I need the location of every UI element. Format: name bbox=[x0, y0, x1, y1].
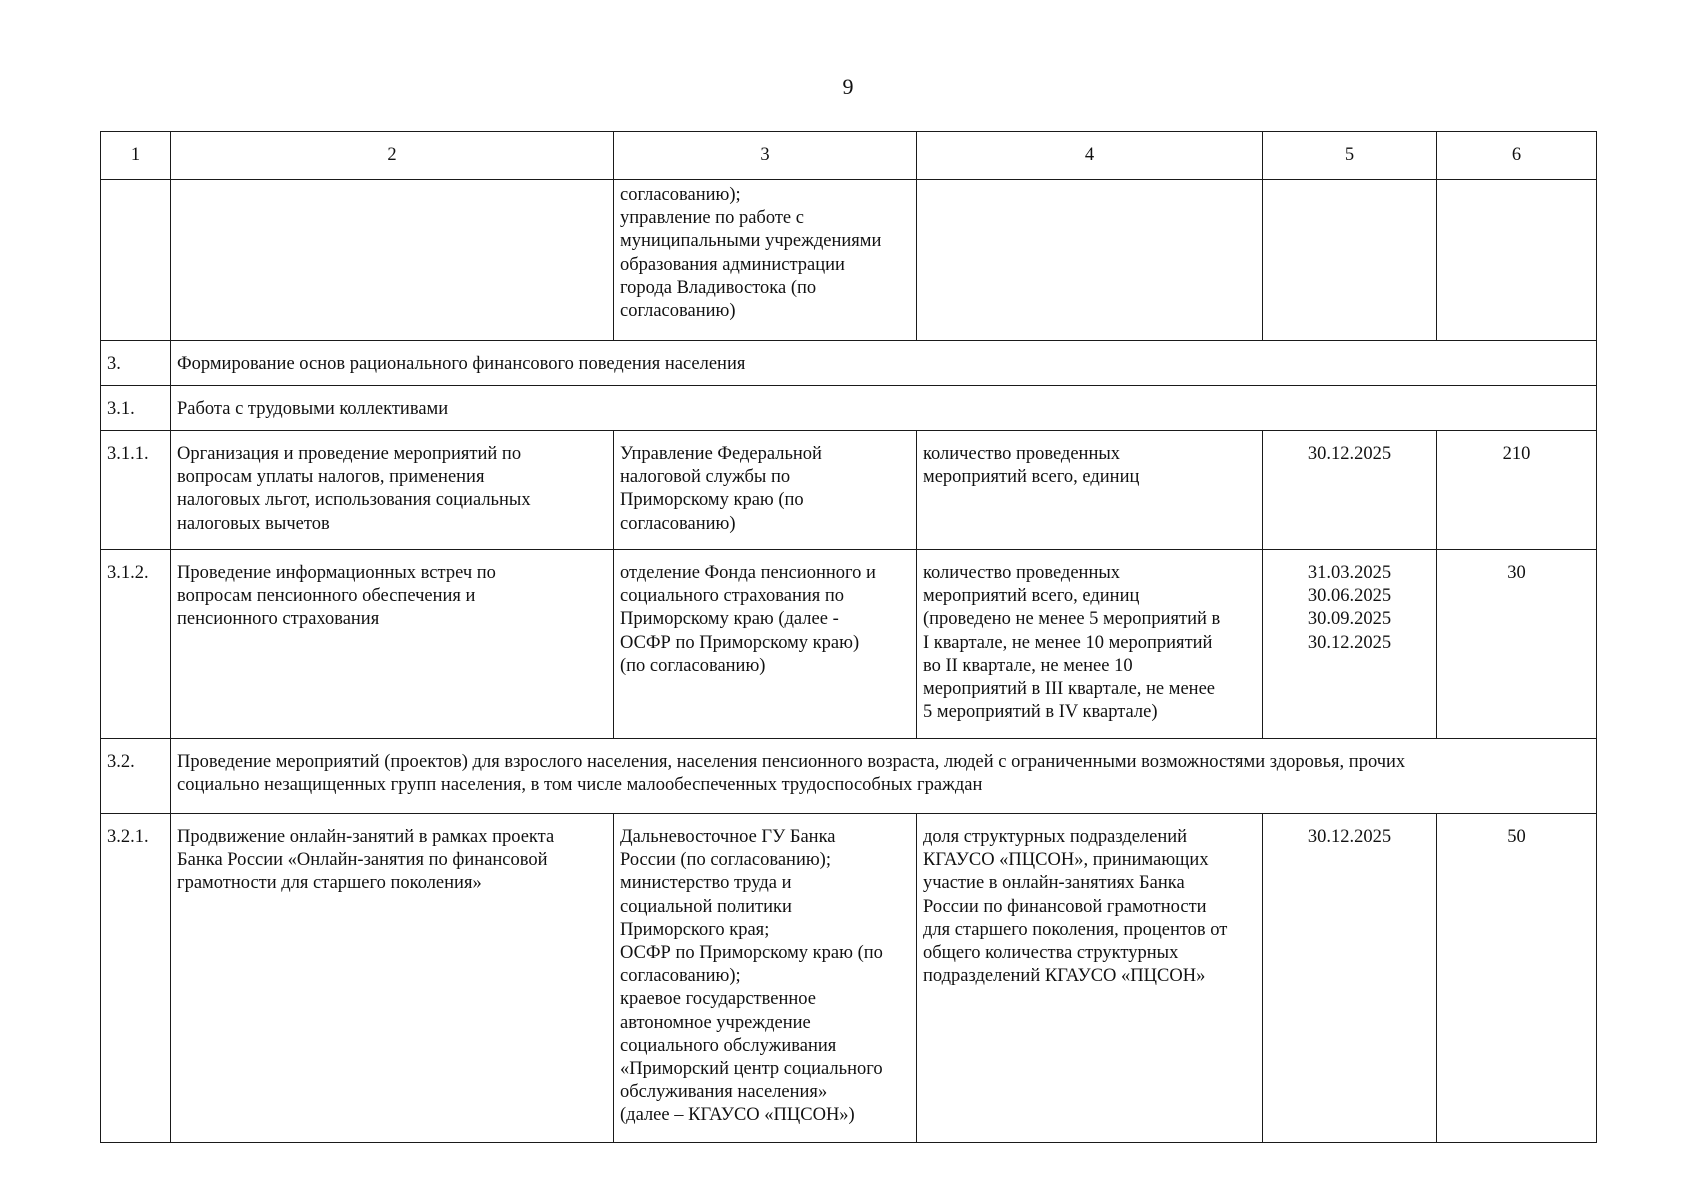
table-row-3-2-1 bbox=[101, 814, 1597, 1143]
column-header: 1 bbox=[101, 132, 171, 180]
date-value: 30.12.2025 bbox=[1307, 827, 1392, 847]
executor-cell bbox=[614, 431, 917, 550]
column-header: 3 bbox=[614, 132, 917, 180]
text-line: Организация и проведение мероприятий по bbox=[177, 444, 522, 464]
text-line: 5 мероприятий в IV квартале) bbox=[923, 702, 1158, 723]
date-value: 31.03.2025 bbox=[1307, 563, 1392, 583]
activity-cell bbox=[171, 180, 614, 341]
text-line: Приморского края; bbox=[620, 919, 770, 940]
text-line: налоговой службы по bbox=[620, 467, 791, 488]
text-line: Проведение информационных встреч по bbox=[177, 563, 496, 583]
text-line: социального обслуживания bbox=[620, 1035, 837, 1056]
text-line: управление по работе с bbox=[620, 208, 804, 229]
section-title: Формирование основ рационального финансового поведения населения bbox=[171, 341, 1597, 386]
table-header-row bbox=[101, 132, 1597, 180]
text-line: количество проведенных bbox=[923, 563, 1121, 583]
text-line: муниципальными учреждениями bbox=[620, 231, 882, 252]
column-header: 5 bbox=[1263, 132, 1437, 180]
executor-cell bbox=[614, 180, 917, 341]
text-line: Продвижение онлайн-занятий в рамках проекта bbox=[177, 827, 555, 847]
number-cell bbox=[101, 180, 171, 341]
text-line: общего количества структурных bbox=[923, 943, 1179, 964]
text-line: Банка России «Онлайн-занятия по финансовой bbox=[177, 850, 548, 871]
section-row-3-1 bbox=[101, 386, 1597, 431]
number-cell: 3.1.1. bbox=[101, 431, 171, 550]
date-value: 30.12.2025 bbox=[1307, 632, 1392, 653]
text-line: налоговых льгот, использования социальных bbox=[177, 490, 531, 511]
text-line: министерство труда и bbox=[620, 873, 792, 894]
value-cell bbox=[1437, 180, 1597, 341]
date-cell bbox=[1263, 180, 1437, 341]
text-line: Проведение мероприятий (проектов) для взрослого населения, населения пенсионного возраста, людей с ограниченными возможностями здоровья, прочих bbox=[177, 752, 1406, 772]
text-line: для старшего поколения, процентов от bbox=[923, 919, 1228, 940]
section-title: Работа с трудовыми коллективами bbox=[171, 386, 1597, 431]
text-line: автономное учреждение bbox=[620, 1012, 811, 1033]
column-header: 2 bbox=[171, 132, 614, 180]
text-line: доля структурных подразделений bbox=[923, 827, 1188, 847]
text-line: согласованию); bbox=[620, 185, 741, 205]
date-cell bbox=[1263, 550, 1437, 739]
text-line: I квартале, не менее 10 мероприятий bbox=[923, 632, 1213, 653]
text-line: согласованию) bbox=[620, 513, 736, 534]
text-line: мероприятий в III квартале, не менее bbox=[923, 679, 1216, 700]
section-title bbox=[171, 739, 1597, 814]
text-line: России (по согласованию); bbox=[620, 850, 831, 871]
text-line: Управление Федеральной bbox=[620, 444, 822, 464]
table-row-3-1-2 bbox=[101, 550, 1597, 739]
section-number: 3.2. bbox=[101, 739, 171, 814]
text-line: России по финансовой грамотности bbox=[923, 896, 1207, 917]
text-line: пенсионного страхования bbox=[177, 609, 380, 630]
text-line: (далее – КГАУСО «ПЦСОН») bbox=[620, 1105, 855, 1126]
page-number: 9 bbox=[842, 74, 854, 99]
indicator-cell bbox=[917, 550, 1263, 739]
date-cell bbox=[1263, 431, 1437, 550]
indicator-cell bbox=[917, 431, 1263, 550]
section-row-3-2 bbox=[101, 739, 1597, 814]
text-line: Дальневосточное ГУ Банка bbox=[620, 827, 836, 847]
text-line: города Владивостока (по bbox=[620, 277, 817, 298]
text-line: ОСФР по Приморскому краю (по bbox=[620, 943, 883, 964]
section-number: 3.1. bbox=[101, 386, 171, 431]
table-row-continuation bbox=[101, 180, 1597, 341]
text-line: Приморскому краю (по bbox=[620, 490, 804, 511]
number-cell: 3.1.2. bbox=[101, 550, 171, 739]
column-header: 6 bbox=[1437, 132, 1597, 180]
date-value: 30.09.2025 bbox=[1307, 609, 1392, 630]
activity-cell bbox=[171, 550, 614, 739]
text-line: отделение Фонда пенсионного и bbox=[620, 563, 876, 583]
activity-cell bbox=[171, 431, 614, 550]
activity-cell bbox=[171, 814, 614, 1143]
date-cell bbox=[1263, 814, 1437, 1143]
text-line: участие в онлайн-занятиях Банка bbox=[923, 873, 1185, 894]
indicator-cell bbox=[917, 814, 1263, 1143]
value-cell: 30 bbox=[1437, 550, 1597, 739]
text-line: краевое государственное bbox=[620, 989, 816, 1010]
text-line: налоговых вычетов bbox=[177, 513, 330, 534]
plan-table bbox=[100, 131, 1597, 1143]
text-line: Приморскому краю (далее - bbox=[620, 609, 839, 630]
indicator-cell bbox=[917, 180, 1263, 341]
text-line: вопросам уплаты налогов, применения bbox=[177, 467, 485, 488]
value-cell: 210 bbox=[1437, 431, 1597, 550]
text-line: количество проведенных bbox=[923, 444, 1121, 464]
executor-cell bbox=[614, 814, 917, 1143]
text-line: мероприятий всего, единиц bbox=[923, 586, 1140, 607]
text-line: «Приморский центр социального bbox=[620, 1059, 883, 1080]
date-value: 30.06.2025 bbox=[1307, 586, 1392, 607]
text-line: вопросам пенсионного обеспечения и bbox=[177, 586, 476, 607]
text-line: (проведено не менее 5 мероприятий в bbox=[923, 609, 1221, 630]
text-line: мероприятий всего, единиц bbox=[923, 467, 1140, 488]
text-line: социальной политики bbox=[620, 896, 792, 917]
text-line: КГАУСО «ПЦСОН», принимающих bbox=[923, 850, 1209, 871]
section-row-3 bbox=[101, 341, 1597, 386]
text-line: подразделений КГАУСО «ПЦСОН» bbox=[923, 966, 1206, 987]
text-line: грамотности для старшего поколения» bbox=[177, 873, 482, 894]
column-header: 4 bbox=[917, 132, 1263, 180]
number-cell: 3.2.1. bbox=[101, 814, 171, 1143]
text-line: (по согласованию) bbox=[620, 655, 766, 676]
text-line: во II квартале, не менее 10 bbox=[923, 655, 1133, 676]
text-line: ОСФР по Приморскому краю) bbox=[620, 632, 860, 653]
text-line: социального страхования по bbox=[620, 586, 845, 607]
executor-cell bbox=[614, 550, 917, 739]
date-value: 30.12.2025 bbox=[1307, 444, 1392, 464]
section-number: 3. bbox=[101, 341, 171, 386]
text-line: обслуживания населения» bbox=[620, 1082, 828, 1103]
text-line: согласованию) bbox=[620, 301, 736, 322]
text-line: социально незащищенных групп населения, в том числе малообеспеченных трудоспособных граждан bbox=[177, 775, 983, 796]
table-row-3-1-1 bbox=[101, 431, 1597, 550]
value-cell: 50 bbox=[1437, 814, 1597, 1143]
text-line: образования администрации bbox=[620, 254, 845, 275]
text-line: согласованию); bbox=[620, 966, 741, 987]
